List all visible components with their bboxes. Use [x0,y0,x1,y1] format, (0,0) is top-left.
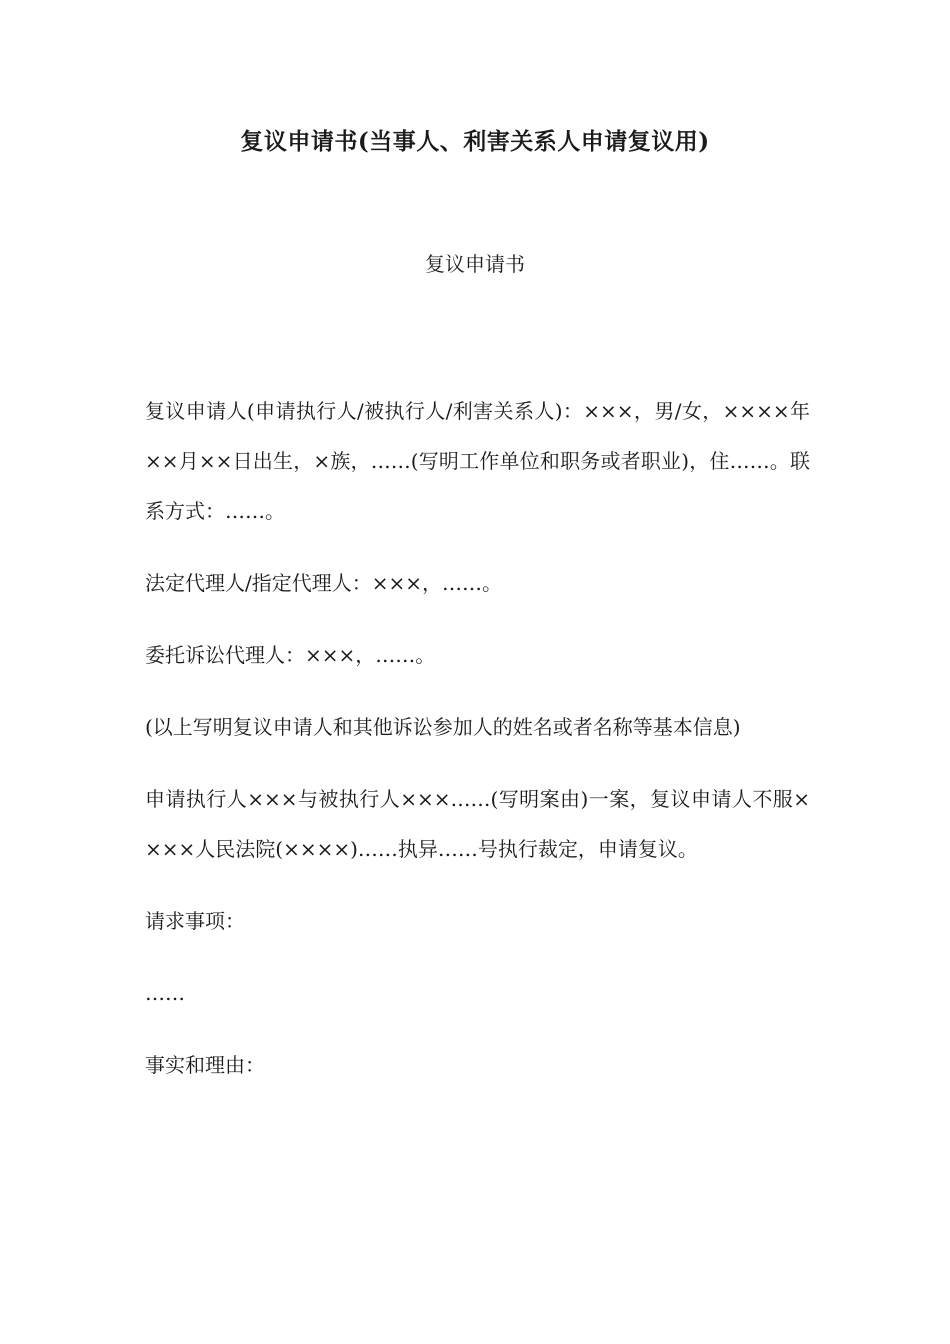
request-items-heading: 请求事项： [145,909,245,933]
legal-representative-paragraph: 法定代理人/指定代理人：×××，……。 [145,571,503,595]
document-title: 复议申请书(当事人、利害关系人申请复议用) [240,128,710,155]
facts-and-reasons-heading: 事实和理由： [145,1053,265,1077]
document-subtitle: 复议申请书 [425,252,525,276]
case-summary-paragraph: 申请执行人×××与被执行人×××……(写明案由)一案，复议申请人不服××××人民法院(××××)……执异……号执行裁定，申请复议。 [145,787,810,861]
participant-note-paragraph: (以上写明复议申请人和其他诉讼参加人的姓名或者名称等基本信息) [145,715,741,739]
applicant-info-paragraph: 复议申请人(申请执行人/被执行人/利害关系人)：×××，男/女，××××年××月××日出生，×族，……(写明工作单位和职务或者职业)，住……。联系方式：……。 [145,399,810,523]
entrusted-agent-paragraph: 委托诉讼代理人：×××，……。 [145,643,436,667]
request-items-content: …… [145,981,185,1005]
document-body [145,386,810,1112]
